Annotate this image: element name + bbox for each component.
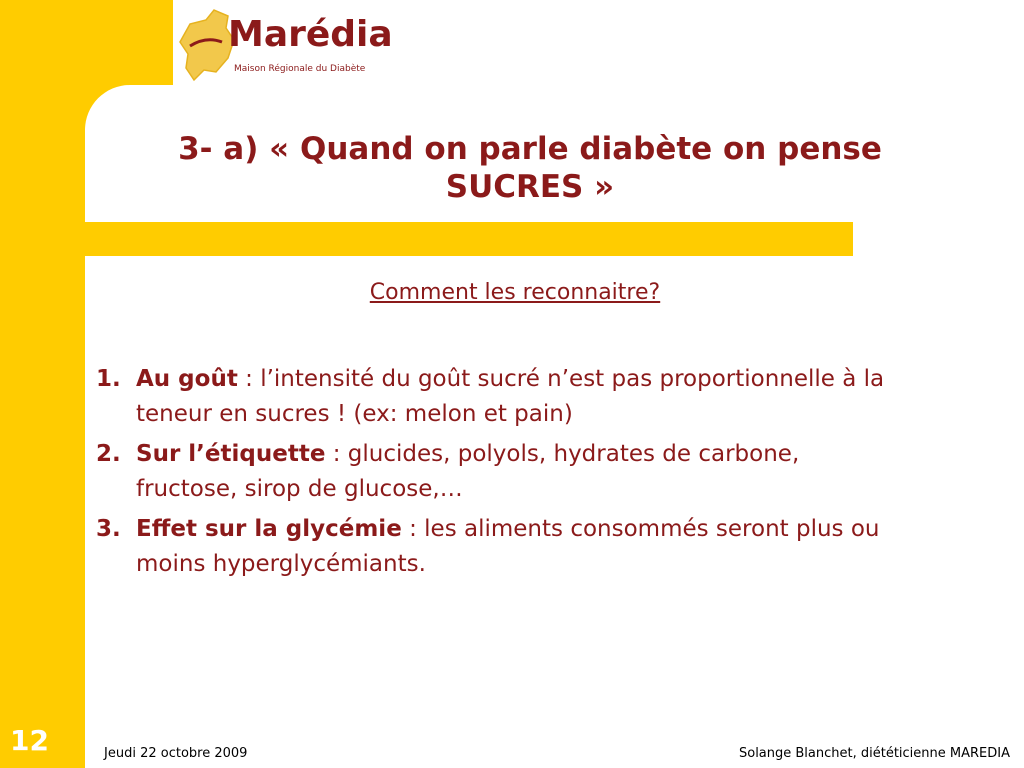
slide-subtitle: Comment les reconnaitre? (369, 280, 661, 305)
logo-subtitle: Maison Régionale du Diabète (234, 64, 366, 74)
content-list (96, 362, 906, 587)
title-underline-bar (85, 222, 853, 256)
item-term: Effet sur la glycémie (136, 516, 402, 542)
slide-number: 12 (10, 724, 49, 757)
list-item (96, 437, 906, 507)
item-number: 2. (96, 441, 121, 467)
footer-author: Solange Blanchet, diététicienne MAREDIA (738, 746, 1010, 761)
logo-name: Marédia (228, 14, 393, 55)
item-term: Au goût (136, 366, 238, 392)
item-text: : l’intensité du goût sucré n’est pas proportionnelle à la teneur en sucres ! (ex: melon et pain) (136, 366, 885, 427)
item-number: 3. (96, 516, 121, 542)
item-text: : les aliments consommés seront plus ou moins hyperglycémiants. (136, 516, 880, 577)
item-text: : glucides, polyols, hydrates de carbone, fructose, sirop de glucose,… (136, 441, 800, 502)
item-term: Sur l’étiquette (136, 441, 326, 467)
footer-date: Jeudi 22 octobre 2009 (104, 746, 248, 761)
title-line-1: 3- a) « Quand on parle diabète on pense (178, 131, 882, 167)
list-item (96, 512, 906, 582)
item-number: 1. (96, 366, 121, 392)
left-yellow-band (0, 0, 85, 768)
list-item (96, 362, 906, 432)
slide-title (100, 130, 960, 206)
title-line-2: SUCRES » (445, 169, 615, 205)
